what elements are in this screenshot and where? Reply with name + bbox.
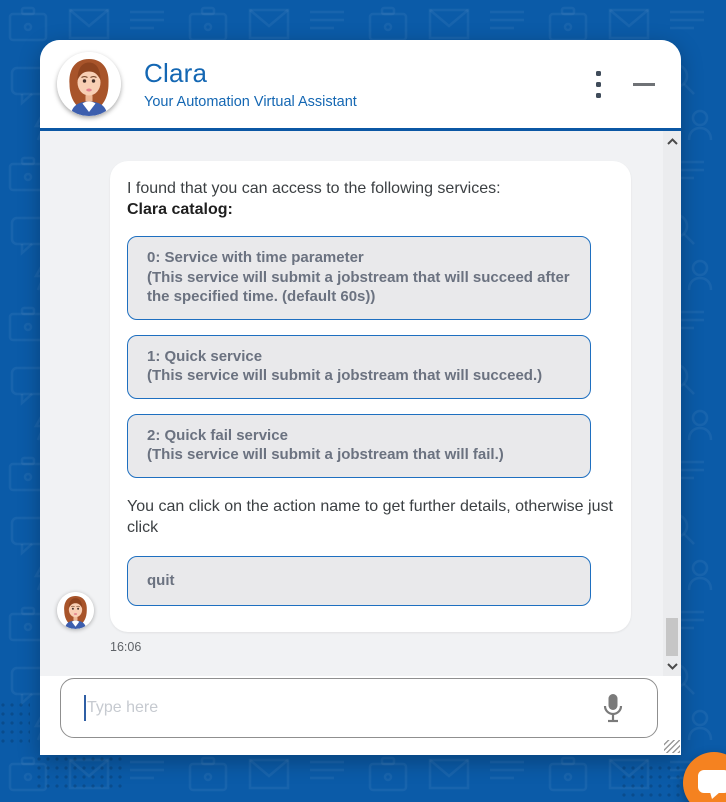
quit-button[interactable] [127, 556, 591, 607]
scroll-up-icon[interactable] [663, 133, 681, 149]
service-name: 1: Quick service [147, 347, 263, 365]
message-intro: I found that you can access to the following services: [127, 180, 501, 197]
quit-label: quit [147, 571, 175, 589]
scrollbar-thumb[interactable] [666, 618, 678, 656]
resize-handle-icon[interactable] [664, 740, 680, 753]
service-name: 2: Quick fail service [147, 426, 288, 444]
assistant-message-row [110, 161, 631, 632]
service-button-2[interactable] [127, 414, 591, 478]
message-outro: You can click on the action name to get further details, otherwise just click [127, 497, 613, 536]
assistant-name: Clara [144, 58, 208, 88]
service-name: 0: Service with time parameter [147, 249, 364, 266]
catalog-label: Clara catalog: [127, 201, 233, 218]
scrollbar[interactable] [663, 131, 681, 676]
assistant-subtitle: Your Automation Virtual Assistant [144, 94, 357, 110]
assistant-avatar [57, 52, 121, 116]
chat-widget [40, 40, 681, 755]
kebab-menu-icon[interactable] [592, 67, 605, 102]
assistant-avatar-small [57, 592, 94, 629]
service-button-1[interactable] [127, 335, 591, 399]
input-section [40, 676, 681, 755]
service-description: (This service will submit a jobstream that will succeed.) [147, 367, 543, 384]
minimize-icon[interactable] [633, 83, 655, 86]
service-description: (This service will submit a jobstream that will fail.) [147, 446, 504, 463]
microphone-icon[interactable] [602, 693, 624, 723]
chat-header [40, 40, 681, 128]
text-caret [84, 695, 86, 721]
service-button-0[interactable] [127, 236, 591, 320]
chat-bubble-icon [696, 767, 726, 799]
message-bubble [110, 161, 631, 632]
chat-area [40, 131, 681, 676]
scroll-down-icon[interactable] [663, 658, 681, 674]
service-description: (This service will submit a jobstream that will succeed after the specified time. (default 60s)) [147, 268, 570, 305]
message-timestamp: 16:06 [110, 640, 142, 654]
message-input[interactable] [60, 678, 658, 738]
